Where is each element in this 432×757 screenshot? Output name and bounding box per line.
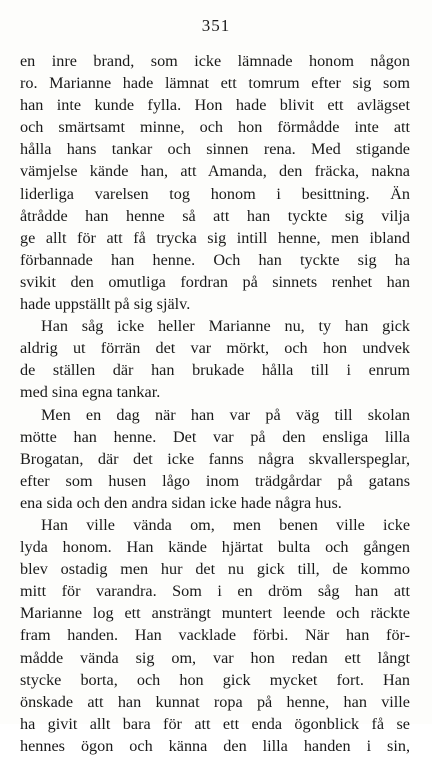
text-line: aldrig ut förrän det var mörkt, och hon undvek	[20, 339, 410, 358]
text-line: efter som husen lågo inom trädgårdar på gatans	[20, 471, 410, 490]
text-line: liderliga varelsen tog honom i besittning. Än	[20, 184, 410, 203]
text-line: han inte kunde fylla. Hon hade blivit ett avlägset	[20, 96, 410, 115]
text-line: ge allt för att få trycka sig intill henne, men ibland	[20, 228, 410, 247]
text-line: mådde vända sig om, var hon redan ett långt	[20, 648, 410, 667]
text-line: ena sida och den andra sidan icke hade några hus.	[20, 493, 342, 512]
text-line: mötte han henne. Det var på den ensliga lilla	[20, 427, 410, 446]
paragraph-first-line: Men en dag när han var på väg till skolan	[41, 405, 410, 424]
text-line: åtrådde han henne så att han tyckte sig vilja	[20, 206, 410, 225]
text-line: hålla hans tankar och sinnen rena. Med stigande	[20, 140, 410, 159]
text-line: ha givit allt bara för att ett enda ögonblick få se	[20, 714, 410, 733]
text-line: förbannade han henne. Och han tyckte sig ha	[20, 250, 410, 269]
text-line: Marianne log ett ansträngt muntert leende och räckte	[20, 604, 410, 623]
text-line: önskade att han kunnat ropa på henne, han ville	[20, 692, 410, 711]
text-line: mitt för varandra. Som i en dröm såg han att	[20, 582, 410, 601]
text-line: och smärtsamt minne, och hon förmådde inte att	[20, 118, 410, 137]
text-line: hennes ögon och känna den lilla handen i sin,	[20, 736, 410, 755]
paragraph-first-line: Han såg icke heller Marianne nu, ty han gick	[41, 317, 410, 336]
text-line: blev ostadig men hur det nu gick till, de kommo	[20, 560, 410, 579]
text-line: de ställen där han brukade hålla till i enrum	[20, 361, 410, 380]
text-line: ro. Marianne hade lämnat ett tomrum efter sig som	[20, 74, 410, 93]
text-line: fram handen. Han vacklade förbi. När han för-	[20, 626, 410, 645]
text-line: lyda honom. Han kände hjärtat bulta och gången	[20, 538, 410, 557]
text-line: hade uppställt på sig själv.	[20, 295, 191, 314]
page-number: 351	[201, 16, 231, 35]
text-line: Brogatan, där det icke fanns några skvallerspeglar,	[20, 449, 410, 468]
text-line: med sina egna tankar.	[20, 383, 161, 402]
text-line: vämjelse kände han, att Amanda, den fräcka, nakna	[20, 162, 410, 181]
body-text	[20, 50, 410, 757]
paragraph-first-line: Han ville vända om, men benen ville icke	[41, 515, 410, 534]
text-line: stycke borta, och hon gick mycket fort. Han	[20, 670, 410, 689]
text-line: en inre brand, som icke lämnade honom någon	[20, 52, 410, 70]
text-line: svikit den omutliga fordran på sinnets renhet han	[20, 272, 410, 291]
